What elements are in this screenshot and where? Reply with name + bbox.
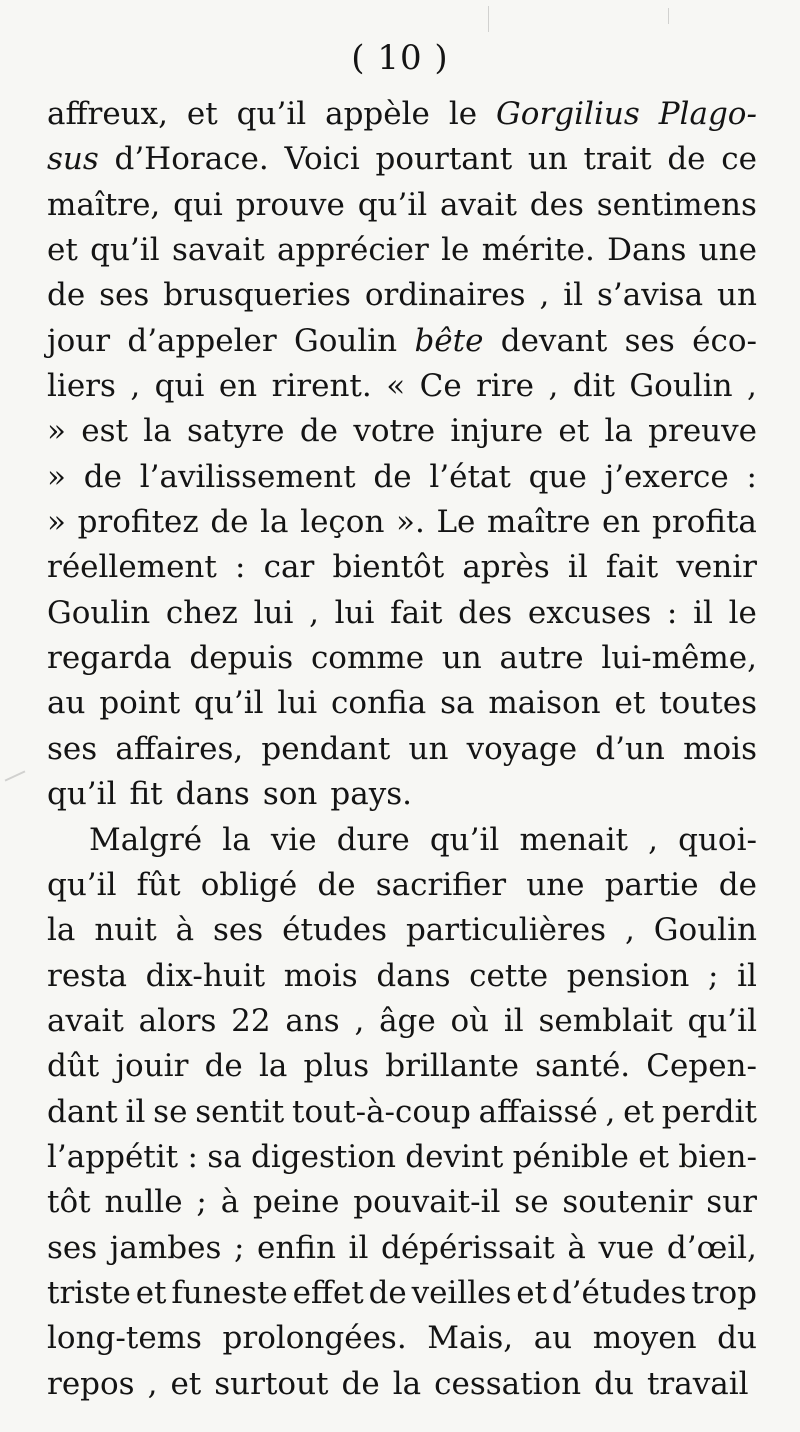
- word: vie: [270, 821, 317, 858]
- word: qu’il: [236, 96, 307, 132]
- text-line: [47, 319, 757, 364]
- word: apprécier: [277, 232, 429, 269]
- word: il: [737, 957, 757, 994]
- word: Dans: [607, 232, 687, 269]
- word: profita: [651, 504, 757, 541]
- text-line: [47, 908, 757, 953]
- word: la: [392, 1365, 422, 1402]
- word: Le: [436, 504, 476, 541]
- word: jouir: [115, 1048, 189, 1085]
- word: de: [718, 866, 757, 903]
- word: et: [186, 96, 218, 132]
- word: repos: [47, 1365, 135, 1402]
- word: ses: [47, 1229, 98, 1266]
- word: et: [135, 1274, 167, 1311]
- word: liers: [47, 368, 116, 405]
- word: de: [299, 413, 339, 450]
- word: ce: [721, 141, 757, 178]
- word: regarda: [47, 640, 172, 677]
- word: fait: [605, 549, 659, 586]
- word: depuis: [189, 640, 294, 677]
- word: nuit: [94, 912, 157, 949]
- word: Ce: [419, 368, 462, 405]
- word: et: [170, 1365, 202, 1402]
- word: Gorgilius: [496, 96, 640, 132]
- word: prolongées.: [222, 1320, 407, 1357]
- word: au: [533, 1320, 573, 1357]
- word: 22: [231, 1002, 271, 1039]
- word: lui: [253, 594, 294, 631]
- word: pouvait-il: [353, 1184, 501, 1221]
- word: affaires,: [115, 730, 244, 767]
- word: mois: [283, 957, 358, 994]
- word: autre: [499, 640, 584, 677]
- word: se: [153, 1093, 188, 1130]
- word: ,: [747, 368, 757, 405]
- word: l’état: [429, 458, 511, 495]
- word: leçon: [300, 504, 385, 541]
- text-line: [47, 92, 757, 137]
- word: l’avilissement: [139, 458, 356, 495]
- word: se: [514, 1184, 549, 1221]
- word: d’appeler: [127, 322, 277, 359]
- word: affreux,: [47, 96, 168, 132]
- word: il: [503, 1002, 524, 1039]
- word: ,: [147, 1365, 158, 1402]
- word: de: [373, 458, 412, 495]
- text-line: [47, 545, 757, 590]
- word: qu’il: [90, 232, 160, 269]
- word: à: [175, 912, 195, 949]
- word: ses: [624, 322, 675, 359]
- word: ;: [708, 957, 719, 994]
- word: d’œil,: [666, 1229, 757, 1266]
- word: sentimens: [596, 186, 757, 223]
- word: l’appétit: [47, 1138, 179, 1175]
- text-line: [47, 1316, 757, 1361]
- word: la: [222, 821, 251, 858]
- word: maître: [487, 504, 591, 541]
- page-number: ( 10 ): [351, 38, 449, 78]
- word: dix-huit: [145, 957, 266, 994]
- word: triste: [47, 1274, 131, 1311]
- word: dans: [175, 776, 250, 813]
- word: soutenir: [562, 1184, 693, 1221]
- word: ,: [539, 277, 550, 314]
- word: appèle: [325, 96, 430, 132]
- word: profitez: [77, 504, 199, 541]
- word: sur: [706, 1184, 757, 1221]
- word: lui-même,: [601, 640, 757, 677]
- word: à: [220, 1184, 240, 1221]
- word: »: [47, 413, 66, 450]
- text-line: [47, 1090, 757, 1135]
- word: d’Horace.: [114, 141, 269, 178]
- word: et: [614, 685, 646, 722]
- word: confia: [331, 685, 427, 722]
- word: injure: [450, 413, 544, 450]
- text-line: [47, 364, 757, 409]
- word: »: [47, 458, 66, 495]
- word: :: [666, 594, 678, 631]
- word: dit: [572, 368, 615, 405]
- word: ans: [285, 1002, 340, 1039]
- word: :: [746, 458, 757, 495]
- word: obligé: [200, 866, 298, 903]
- word: prouve: [235, 186, 345, 223]
- word: le: [441, 232, 470, 269]
- word: voyage: [466, 730, 578, 767]
- word: effet: [292, 1274, 364, 1311]
- word: Goulin: [293, 322, 398, 359]
- word: trait: [583, 141, 652, 178]
- word: jambes: [109, 1229, 222, 1266]
- word: preuve: [648, 413, 757, 450]
- word: qui: [154, 368, 205, 405]
- word: Goulin: [629, 368, 733, 405]
- word: de: [47, 277, 86, 314]
- text-line: [47, 1180, 757, 1225]
- word: et: [558, 413, 590, 450]
- word: de: [317, 866, 356, 903]
- text-line: [47, 409, 757, 454]
- word: après: [462, 549, 550, 586]
- word: j’exerce: [604, 458, 729, 495]
- text-line: [47, 183, 757, 228]
- word: une: [698, 232, 757, 269]
- word: d’études: [551, 1274, 687, 1311]
- word: surtout: [214, 1365, 329, 1402]
- word: dant: [47, 1093, 118, 1130]
- word: de: [210, 504, 249, 541]
- word: fait: [390, 594, 443, 631]
- scan-mark: [488, 6, 489, 32]
- word: Goulin: [653, 912, 757, 949]
- word: »: [47, 504, 66, 541]
- word: sus: [47, 141, 99, 178]
- word: ,: [624, 912, 635, 949]
- word: tôt: [47, 1184, 91, 1221]
- word: savait: [171, 232, 265, 269]
- word: le: [728, 594, 757, 631]
- word: éco-: [692, 322, 757, 359]
- scan-mark: [668, 8, 669, 24]
- word: mois: [683, 730, 757, 767]
- word: ,: [354, 1002, 365, 1039]
- word: alors: [138, 1002, 217, 1039]
- word: dût: [47, 1048, 100, 1085]
- scan-mark: [5, 770, 26, 781]
- text-line: [47, 500, 757, 545]
- word: digestion: [251, 1138, 396, 1175]
- word: plus: [303, 1048, 370, 1085]
- word: Plago-: [658, 96, 757, 132]
- word: il: [567, 549, 588, 586]
- word: funeste: [171, 1274, 288, 1311]
- word: veilles: [411, 1274, 512, 1311]
- word: ;: [233, 1229, 245, 1266]
- word: travail: [646, 1365, 749, 1402]
- word: où: [450, 1002, 490, 1039]
- text-line: [47, 772, 757, 817]
- text-line: [47, 455, 757, 500]
- word: ,: [648, 821, 658, 858]
- word: pénible: [512, 1138, 629, 1175]
- word: dépérissait: [380, 1229, 555, 1266]
- word: tout-à-coup: [292, 1093, 471, 1130]
- word: à: [567, 1229, 586, 1266]
- word: qu’il: [357, 186, 428, 223]
- word: de: [368, 1274, 407, 1311]
- text-line: [47, 636, 757, 681]
- word: quoi-: [678, 821, 757, 858]
- word: semblait: [538, 1002, 673, 1039]
- word: enfin: [257, 1229, 336, 1266]
- word: de: [667, 141, 706, 178]
- word: ».: [396, 504, 425, 541]
- word: Goulin: [47, 594, 151, 631]
- word: au: [47, 685, 86, 722]
- text-line: [47, 137, 757, 182]
- word: point: [99, 685, 181, 722]
- word: pourtant: [375, 141, 513, 178]
- word: la: [47, 912, 76, 949]
- word: et: [638, 1138, 670, 1175]
- word: et: [47, 232, 78, 269]
- word: en: [602, 504, 641, 541]
- word: un: [441, 640, 482, 677]
- word: Malgré: [89, 821, 203, 858]
- word: resta: [47, 957, 128, 994]
- word: Mais,: [427, 1320, 514, 1357]
- word: un: [408, 730, 449, 767]
- word: réellement: [47, 549, 217, 586]
- word: moyen: [592, 1320, 697, 1357]
- text-line: [47, 273, 757, 318]
- word: la: [604, 413, 633, 450]
- text-line: [47, 681, 757, 726]
- word: des: [458, 594, 513, 631]
- word: maison: [488, 685, 601, 722]
- word: avait: [47, 1002, 124, 1039]
- word: ordinaires: [364, 277, 526, 314]
- text-line: [47, 591, 757, 636]
- word: une: [526, 866, 585, 903]
- word: pendant: [261, 730, 391, 767]
- word: la: [143, 413, 172, 450]
- word: menait: [519, 821, 629, 858]
- word: études: [282, 912, 387, 949]
- word: la: [258, 1048, 288, 1085]
- word: chez: [165, 594, 238, 631]
- word: qu’il: [429, 821, 500, 858]
- word: ,: [130, 368, 141, 405]
- word: qui: [173, 186, 223, 223]
- text-line: [47, 1135, 757, 1180]
- word: cette: [469, 957, 549, 994]
- word: ,: [309, 594, 319, 631]
- word: et: [516, 1274, 548, 1311]
- word: perdit: [661, 1093, 757, 1130]
- text-line: [47, 1271, 757, 1316]
- word: il: [348, 1229, 369, 1266]
- word: lui: [277, 685, 318, 722]
- word: partie: [604, 866, 699, 903]
- word: rire: [476, 368, 535, 405]
- word: ,: [548, 368, 559, 405]
- word: du: [717, 1320, 757, 1357]
- word: particulières: [405, 912, 607, 949]
- word: toutes: [659, 685, 757, 722]
- word: venir: [676, 549, 757, 586]
- word: affaissé: [478, 1093, 598, 1130]
- word: qu’il: [47, 866, 117, 903]
- word: son: [262, 776, 318, 813]
- word: :: [187, 1138, 198, 1175]
- word: ses: [47, 730, 98, 767]
- word: «: [386, 368, 406, 405]
- word: ses: [99, 277, 150, 314]
- word: excuses: [527, 594, 652, 631]
- word: dans: [376, 957, 451, 994]
- word: âge: [379, 1002, 436, 1039]
- word: de: [341, 1365, 380, 1402]
- word: mérite.: [481, 232, 595, 269]
- word: maître,: [47, 186, 161, 223]
- word: satyre: [186, 413, 285, 450]
- word: pays.: [330, 776, 412, 813]
- word: des: [529, 186, 584, 223]
- text-line: [47, 1226, 757, 1271]
- word: comme: [310, 640, 425, 677]
- word: en: [218, 368, 258, 405]
- word: lui: [334, 594, 375, 631]
- text-line: [47, 818, 757, 863]
- word: d’un: [595, 730, 665, 767]
- text-line: [47, 727, 757, 772]
- word: sentit: [195, 1093, 285, 1130]
- word: un: [716, 277, 757, 314]
- word: peine: [253, 1184, 340, 1221]
- word: nulle: [104, 1184, 183, 1221]
- word: ;: [196, 1184, 207, 1221]
- word: avait: [440, 186, 517, 223]
- word: qu’il: [687, 1002, 757, 1039]
- word: la: [260, 504, 289, 541]
- word: :: [235, 549, 246, 586]
- word: il: [125, 1093, 146, 1130]
- word: fit: [129, 776, 163, 813]
- word: il: [563, 277, 584, 314]
- word: rirent.: [271, 368, 372, 405]
- word: brusqueries: [163, 277, 351, 314]
- word: que: [528, 458, 587, 495]
- word: qu’il: [194, 685, 264, 722]
- word: sacrifier: [375, 866, 507, 903]
- text-line: [47, 863, 757, 908]
- word: votre: [353, 413, 436, 450]
- word: de: [204, 1048, 243, 1085]
- word: un: [527, 141, 568, 178]
- word: du: [594, 1365, 634, 1402]
- word: pension: [566, 957, 690, 994]
- word: sa: [440, 685, 475, 722]
- word: jour: [47, 322, 111, 359]
- word: devint: [405, 1138, 504, 1175]
- word: car: [263, 549, 315, 586]
- word: cessation: [434, 1365, 582, 1402]
- word: long-tems: [47, 1320, 202, 1357]
- word: ,: [605, 1093, 616, 1130]
- word: bientôt: [332, 549, 445, 586]
- word: ses: [213, 912, 264, 949]
- word: trop: [691, 1274, 757, 1311]
- word: de: [83, 458, 122, 495]
- text-line: [47, 1044, 757, 1089]
- body-text: [47, 92, 757, 1407]
- word: est: [81, 413, 128, 450]
- word: santé.: [535, 1048, 631, 1085]
- word: bête: [414, 322, 484, 359]
- word: brillante: [385, 1048, 519, 1085]
- text-line: [47, 1362, 757, 1407]
- word: fût: [136, 866, 181, 903]
- word: le: [448, 96, 478, 132]
- word: dure: [336, 821, 410, 858]
- word: Voici: [284, 141, 360, 178]
- text-line: [47, 954, 757, 999]
- word: il: [693, 594, 713, 631]
- word: s’avisa: [596, 277, 704, 314]
- word: bien-: [678, 1138, 757, 1175]
- text-line: [47, 228, 757, 273]
- word: devant: [500, 322, 608, 359]
- text-line: [47, 999, 757, 1044]
- word: vue: [598, 1229, 655, 1266]
- word: et: [623, 1093, 654, 1130]
- word: sa: [207, 1138, 242, 1175]
- word: qu’il: [47, 776, 117, 813]
- word: Cepen-: [646, 1048, 757, 1085]
